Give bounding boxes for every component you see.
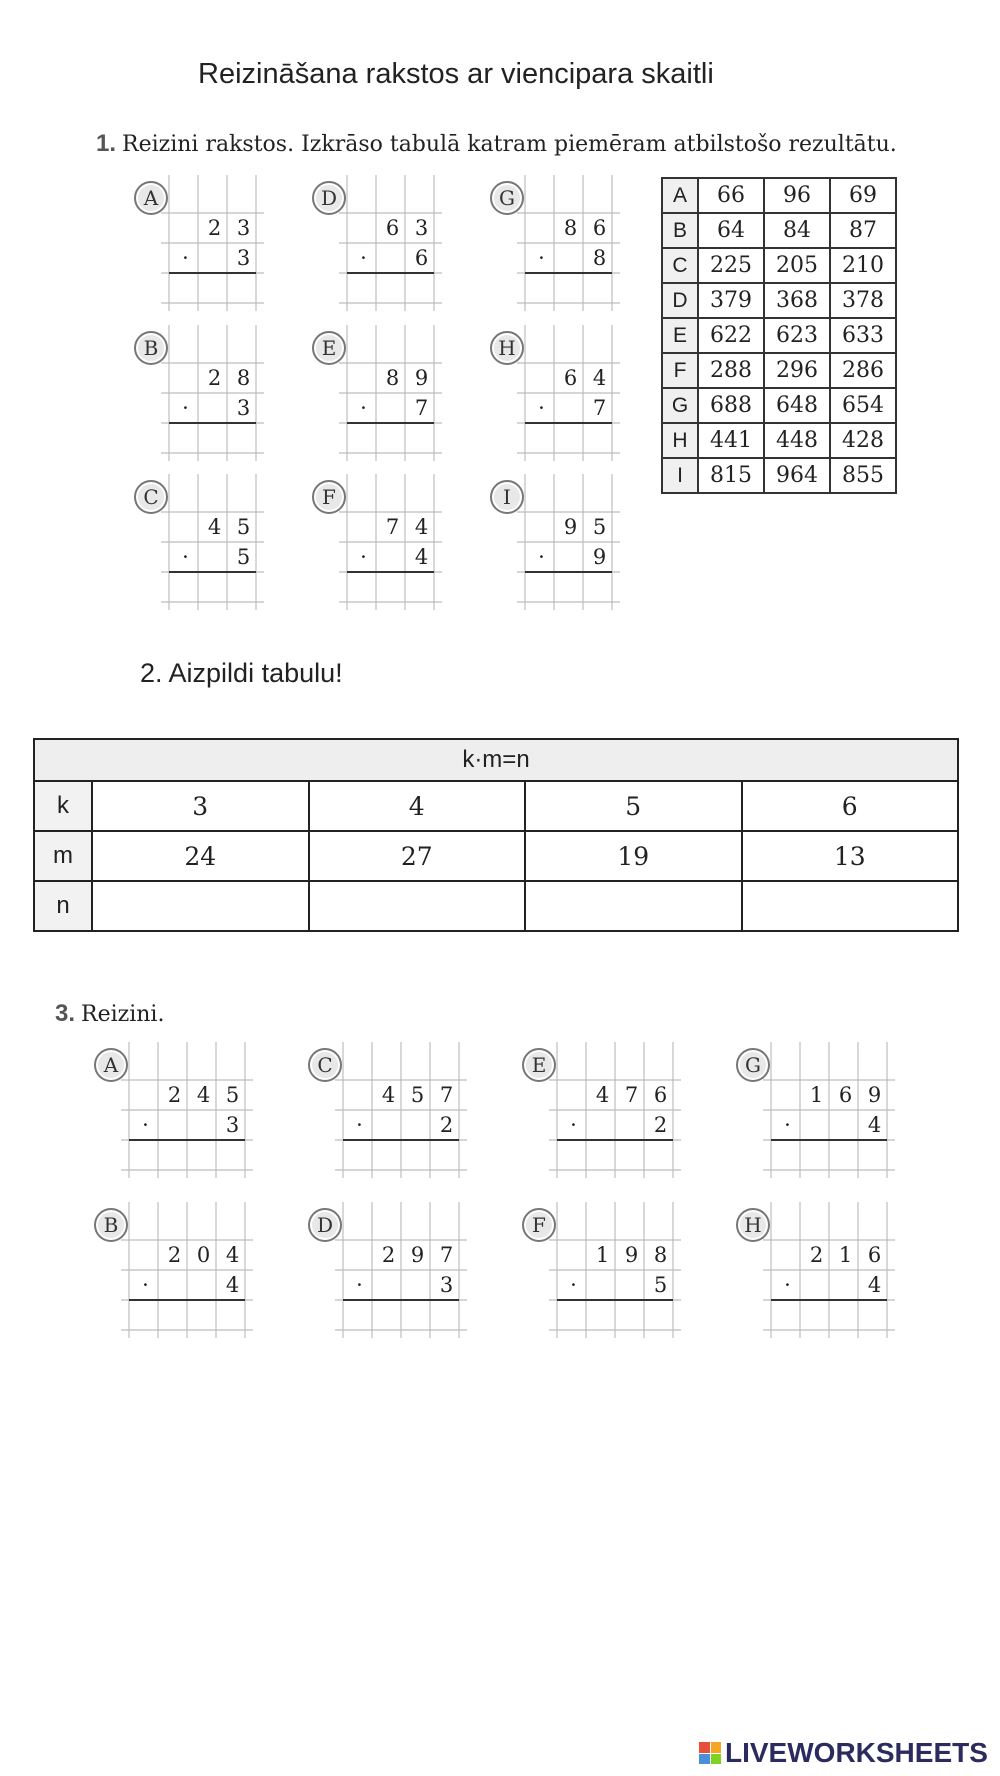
digit-cell (160, 1110, 189, 1140)
multiply-sign: · (356, 1273, 363, 1297)
digit-cell (378, 243, 407, 273)
answer-row-label: B (662, 213, 698, 248)
digit-cell: 4 (225, 1273, 240, 1297)
digit-cell: 3 (225, 1113, 240, 1137)
digit-cell: 3 (236, 396, 251, 420)
digit-cell (160, 1270, 189, 1300)
digit-cell: 4 (867, 1273, 882, 1297)
answer-row-label: D (662, 283, 698, 318)
digit-cell: 7 (439, 1243, 454, 1267)
digit-cell: 6 (592, 216, 607, 240)
digit-cell (171, 363, 200, 393)
digit-cell: 6 (653, 1083, 668, 1107)
digit-cell: 1 (595, 1243, 610, 1267)
answer-row-label: E (662, 318, 698, 353)
problem-label-badge: H (490, 331, 524, 365)
digit-cell (378, 542, 407, 572)
digit-cell (189, 1270, 218, 1300)
digit-cell (527, 512, 556, 542)
digit-cell: 2 (207, 216, 222, 240)
multiply-sign: · (784, 1273, 791, 1297)
section-3-heading (55, 1000, 164, 1028)
answer-option-cell[interactable]: 441 (698, 423, 764, 458)
digit-cell (802, 1110, 831, 1140)
digit-cell: 5 (410, 1083, 425, 1107)
multiply-sign: · (538, 396, 545, 420)
digit-cell (403, 1270, 432, 1300)
digit-cell: 9 (624, 1243, 639, 1267)
multiply-sign: · (182, 246, 189, 270)
answer-option-cell[interactable]: 815 (698, 458, 764, 493)
digit-cell: 2 (167, 1083, 182, 1107)
answer-option-cell[interactable]: 210 (830, 248, 896, 283)
digit-cell: 3 (414, 216, 429, 240)
digit-cell: 4 (595, 1083, 610, 1107)
kmn-cell: 4 (309, 781, 526, 831)
digit-cell (831, 1110, 860, 1140)
digit-cell: 2 (653, 1113, 668, 1137)
logo-mark-icon (699, 1742, 721, 1764)
kmn-row-label: k (34, 781, 92, 831)
digit-cell (556, 393, 585, 423)
answer-option-cell[interactable]: 654 (830, 388, 896, 423)
digit-cell: 6 (867, 1243, 882, 1267)
problem-label-badge: G (490, 181, 524, 215)
digit-cell: 3 (439, 1273, 454, 1297)
problem-label-badge: E (522, 1048, 556, 1082)
answer-row-label: I (662, 458, 698, 493)
problem-label-badge: H (736, 1208, 770, 1242)
kmn-row-k (34, 781, 958, 831)
kmn-row-m (34, 831, 958, 881)
digit-cell: 4 (592, 366, 607, 390)
multiply-sign: · (538, 545, 545, 569)
answer-option-cell[interactable]: 96 (764, 178, 830, 213)
answer-option-cell[interactable]: 87 (830, 213, 896, 248)
digit-cell: 6 (563, 366, 578, 390)
answer-row (662, 388, 896, 423)
answer-row-label: A (662, 178, 698, 213)
problem-label-badge: C (308, 1048, 342, 1082)
digit-cell: 4 (867, 1113, 882, 1137)
multiply-sign: · (182, 396, 189, 420)
answer-option-cell[interactable]: 622 (698, 318, 764, 353)
digit-cell (617, 1270, 646, 1300)
digit-cell: 9 (592, 545, 607, 569)
kmn-answer-cell[interactable] (309, 881, 526, 931)
kmn-table-header: k·m=n (34, 739, 958, 781)
digit-cell: 3 (236, 216, 251, 240)
digit-cell (831, 1270, 860, 1300)
answer-row (662, 318, 896, 353)
kmn-cell: 6 (742, 781, 959, 831)
digit-cell: 7 (414, 396, 429, 420)
digit-cell (200, 393, 229, 423)
multiply-sign: · (142, 1113, 149, 1137)
kmn-cell: 5 (525, 781, 742, 831)
answer-row (662, 283, 896, 318)
answer-option-cell[interactable]: 648 (764, 388, 830, 423)
answer-option-cell[interactable]: 286 (830, 353, 896, 388)
answer-table (661, 177, 897, 494)
liveworksheets-logo (699, 1738, 988, 1768)
digit-cell: 8 (592, 246, 607, 270)
kmn-row-label: n (34, 881, 92, 931)
multiply-sign: · (182, 545, 189, 569)
answer-option-cell[interactable]: 296 (764, 353, 830, 388)
digit-cell (588, 1270, 617, 1300)
digit-cell: 4 (414, 515, 429, 539)
digit-cell (374, 1270, 403, 1300)
digit-cell: 6 (838, 1083, 853, 1107)
section-1-number: 1. (96, 130, 117, 157)
digit-cell (349, 512, 378, 542)
digit-cell (349, 363, 378, 393)
problem-label-badge: F (522, 1208, 556, 1242)
problem-label-badge: B (134, 331, 168, 365)
multiply-sign: · (538, 246, 545, 270)
multiply-sign: · (142, 1273, 149, 1297)
problem-label-badge: I (490, 480, 524, 514)
digit-cell (556, 542, 585, 572)
kmn-answer-cell[interactable] (525, 881, 742, 931)
digit-cell: 9 (414, 366, 429, 390)
digit-cell: 4 (414, 545, 429, 569)
answer-option-cell[interactable]: 379 (698, 283, 764, 318)
digit-cell (556, 243, 585, 273)
digit-cell: 4 (196, 1083, 211, 1107)
kmn-cell: 27 (309, 831, 526, 881)
digit-cell: 7 (385, 515, 400, 539)
answer-option-cell[interactable]: 205 (764, 248, 830, 283)
digit-cell: 7 (592, 396, 607, 420)
digit-cell: 8 (236, 366, 251, 390)
problem-label-badge: D (312, 181, 346, 215)
problem-label-badge: D (308, 1208, 342, 1242)
section-1-instruction: Reizini rakstos. Izkrāso tabulā katram piemēram atbilstošo rezultātu. (122, 132, 897, 157)
digit-cell: 4 (225, 1243, 240, 1267)
digit-cell (374, 1110, 403, 1140)
digit-cell: 2 (207, 366, 222, 390)
problem-label-badge: E (312, 331, 346, 365)
digit-cell: 2 (381, 1243, 396, 1267)
digit-cell: 4 (207, 515, 222, 539)
answer-option-cell[interactable]: 225 (698, 248, 764, 283)
digit-cell: 6 (414, 246, 429, 270)
digit-cell: 2 (167, 1243, 182, 1267)
multiply-sign: · (360, 545, 367, 569)
kmn-cell: 13 (742, 831, 959, 881)
multiply-sign: · (570, 1273, 577, 1297)
answer-row (662, 458, 896, 493)
digit-cell (403, 1110, 432, 1140)
digit-cell: 5 (592, 515, 607, 539)
answer-option-cell[interactable]: 69 (830, 178, 896, 213)
multiply-sign: · (784, 1113, 791, 1137)
multiply-sign: · (570, 1113, 577, 1137)
section-3-instruction: Reizini. (81, 1002, 165, 1027)
problem-label-badge: C (134, 480, 168, 514)
kmn-row-label: m (34, 831, 92, 881)
answer-row (662, 178, 896, 213)
section-2-heading: 2. Aizpildi tabulu! (140, 658, 343, 688)
digit-cell (617, 1110, 646, 1140)
digit-cell (802, 1270, 831, 1300)
problem-label-badge: G (736, 1048, 770, 1082)
digit-cell: 5 (225, 1083, 240, 1107)
digit-cell: 5 (653, 1273, 668, 1297)
digit-cell: 1 (838, 1243, 853, 1267)
kmn-cell: 3 (92, 781, 309, 831)
answer-row (662, 248, 896, 283)
answer-option-cell[interactable]: 623 (764, 318, 830, 353)
problem-label-badge: F (312, 480, 346, 514)
answer-option-cell[interactable]: 378 (830, 283, 896, 318)
problem-label-badge: A (94, 1048, 128, 1082)
multiply-sign: · (360, 396, 367, 420)
section-1-heading (96, 130, 897, 158)
digit-cell: 9 (563, 515, 578, 539)
kmn-table (33, 738, 959, 932)
kmn-cell: 24 (92, 831, 309, 881)
digit-cell: 7 (439, 1083, 454, 1107)
multiply-sign: · (360, 246, 367, 270)
digit-cell: 6 (385, 216, 400, 240)
digit-cell: 8 (653, 1243, 668, 1267)
digit-cell (349, 213, 378, 243)
digit-cell (200, 243, 229, 273)
answer-option-cell[interactable]: 688 (698, 388, 764, 423)
digit-cell: 5 (236, 515, 251, 539)
page-title: Reizināšana rakstos ar viencipara skaitli (198, 58, 714, 90)
digit-cell (527, 213, 556, 243)
digit-cell: 8 (563, 216, 578, 240)
digit-cell (171, 512, 200, 542)
answer-row-label: H (662, 423, 698, 458)
answer-option-cell[interactable]: 368 (764, 283, 830, 318)
digit-cell: 2 (809, 1243, 824, 1267)
kmn-cell: 19 (525, 831, 742, 881)
problem-label-badge: A (134, 181, 168, 215)
digit-cell: 9 (410, 1243, 425, 1267)
digit-cell: 3 (236, 246, 251, 270)
answer-row (662, 353, 896, 388)
digit-cell (171, 213, 200, 243)
answer-option-cell[interactable]: 448 (764, 423, 830, 458)
kmn-answer-cell[interactable] (742, 881, 959, 931)
answer-row (662, 213, 896, 248)
digit-cell: 2 (439, 1113, 454, 1137)
digit-cell: 0 (196, 1243, 211, 1267)
answer-option-cell[interactable]: 855 (830, 458, 896, 493)
logo-text: LIVEWORKSHEETS (725, 1737, 988, 1768)
digit-cell: 4 (381, 1083, 396, 1107)
answer-option-cell[interactable]: 428 (830, 423, 896, 458)
digit-cell (200, 542, 229, 572)
digit-cell (189, 1110, 218, 1140)
answer-option-cell[interactable]: 964 (764, 458, 830, 493)
digit-cell (527, 363, 556, 393)
answer-row-label: C (662, 248, 698, 283)
section-3-number: 3. (55, 1000, 76, 1027)
answer-option-cell[interactable]: 84 (764, 213, 830, 248)
digit-cell (378, 393, 407, 423)
answer-option-cell[interactable]: 64 (698, 213, 764, 248)
digit-cell: 8 (385, 366, 400, 390)
digit-cell: 9 (867, 1083, 882, 1107)
answer-row (662, 423, 896, 458)
answer-option-cell[interactable]: 66 (698, 178, 764, 213)
answer-option-cell[interactable]: 288 (698, 353, 764, 388)
kmn-answer-cell[interactable] (92, 881, 309, 931)
answer-row-label: G (662, 388, 698, 423)
answer-row-label: F (662, 353, 698, 388)
answer-option-cell[interactable]: 633 (830, 318, 896, 353)
digit-cell: 5 (236, 545, 251, 569)
multiply-sign: · (356, 1113, 363, 1137)
kmn-row-n (34, 881, 958, 931)
digit-cell: 7 (624, 1083, 639, 1107)
problem-label-badge: B (94, 1208, 128, 1242)
digit-cell: 1 (809, 1083, 824, 1107)
digit-cell (588, 1110, 617, 1140)
